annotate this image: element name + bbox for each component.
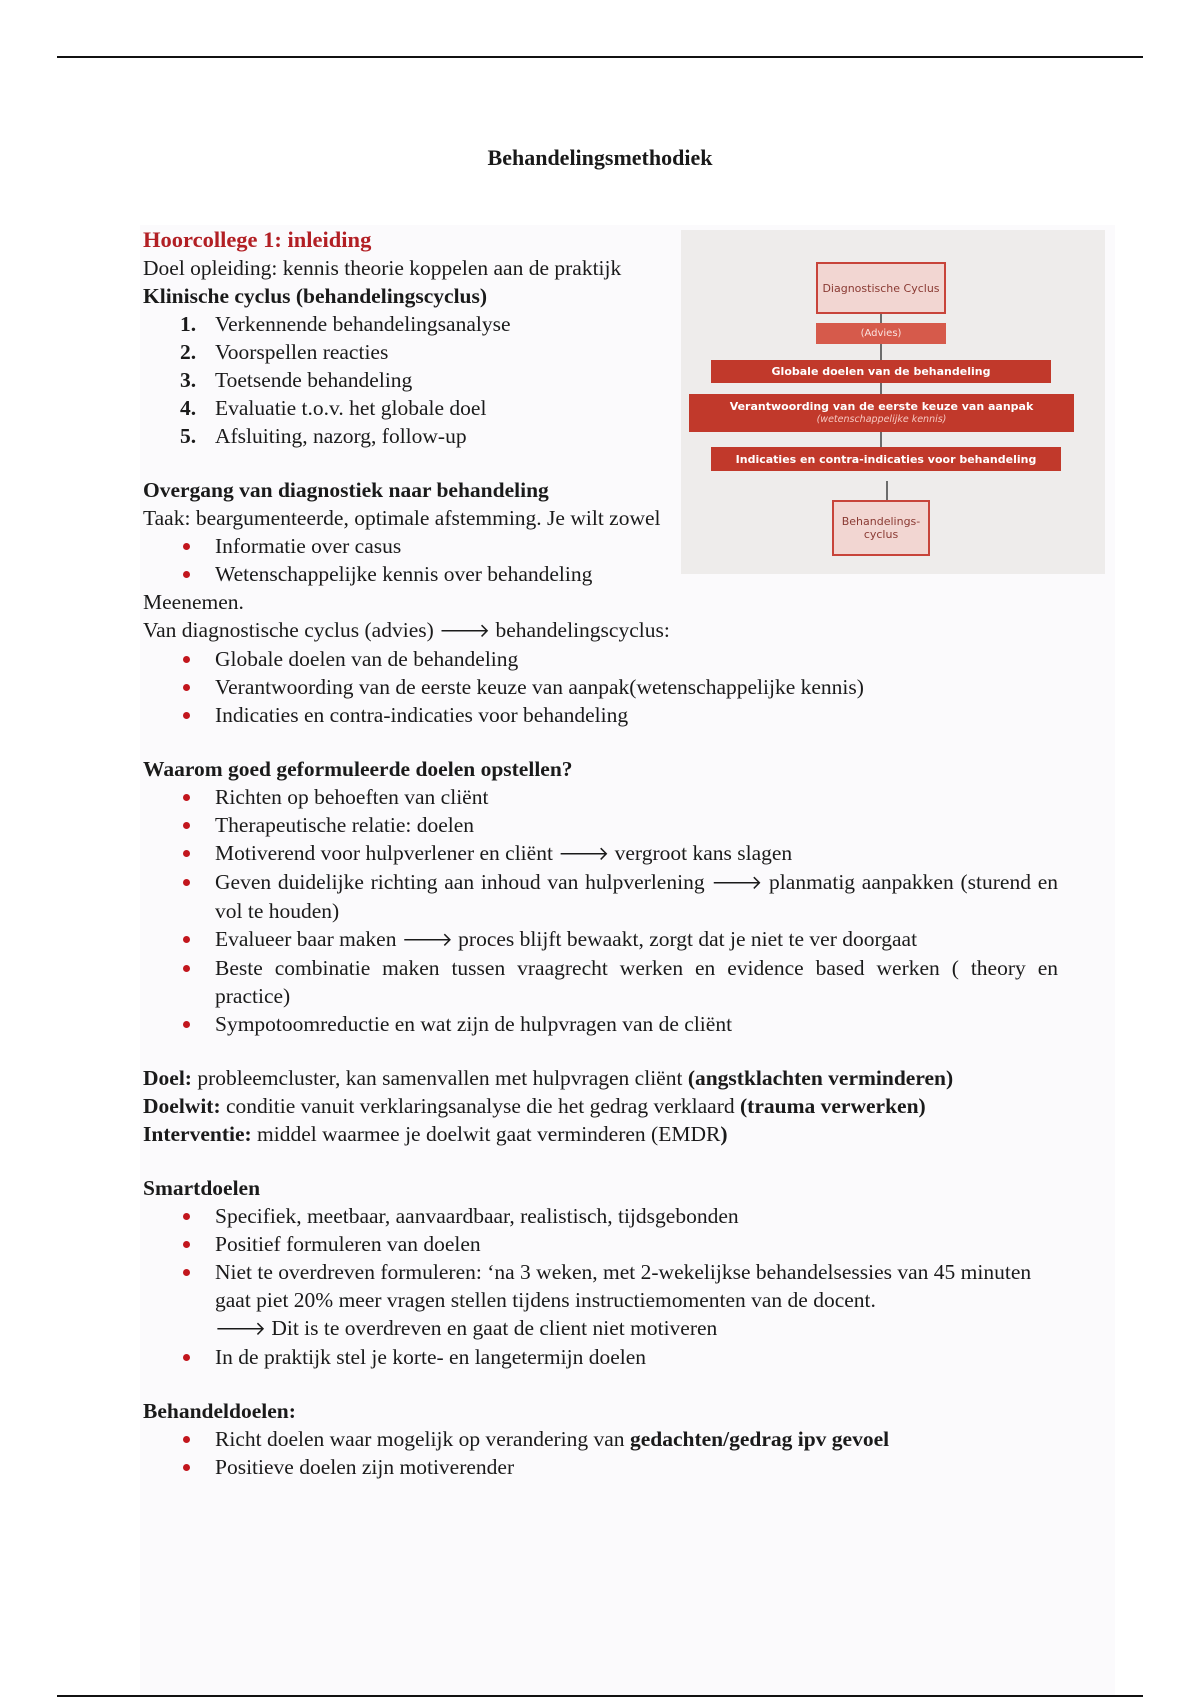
right-arrow-icon: 🡒 bbox=[215, 1318, 266, 1340]
list-item bbox=[143, 1425, 1058, 1453]
header-rule bbox=[57, 56, 1143, 58]
definition-example: (angstklachten verminderen) bbox=[687, 1066, 954, 1090]
list-item bbox=[143, 532, 1058, 560]
text-part: Richt doelen waar mogelijk op verandering van bbox=[215, 1427, 630, 1451]
text-part: proces blijft bewaakt, zorgt dat je niet te ver doorgaat bbox=[452, 927, 918, 951]
right-arrow-icon: 🡒 bbox=[439, 620, 491, 642]
right-arrow-icon: 🡒 bbox=[558, 843, 610, 865]
bullet-icon bbox=[183, 571, 190, 578]
text-part: Motiverend voor hulpverlener en cliënt bbox=[215, 841, 559, 865]
definition-target bbox=[143, 1092, 1058, 1120]
list-item bbox=[143, 811, 1058, 839]
definition-text: middel waarmee je doelwit gaat verminderen (EMDR bbox=[251, 1122, 721, 1146]
diagram-justification-label: Verantwoording van de eerste keuze van aanpak bbox=[729, 400, 1034, 413]
bullet-icon bbox=[183, 794, 190, 801]
list-item bbox=[143, 839, 1058, 868]
bullet-icon bbox=[183, 656, 190, 663]
take-along-text: Meenemen. bbox=[143, 590, 244, 614]
page-title: Behandelingsmethodiek bbox=[487, 145, 713, 170]
list-item bbox=[143, 1453, 1058, 1481]
diagram-advice-box: (Advies) bbox=[816, 323, 946, 344]
smart-list bbox=[143, 1202, 1058, 1371]
to-text: behandelingscyclus: bbox=[490, 618, 670, 642]
transition-heading: Overgang van diagnostiek naar behandeling bbox=[143, 478, 549, 502]
list-item-text: Globale doelen van de behandeling bbox=[215, 647, 519, 671]
text-part-bold: gedachten/gedrag ipv gevoel bbox=[629, 1427, 890, 1451]
list-number: 1. bbox=[180, 312, 197, 336]
footer-rule bbox=[57, 1695, 1143, 1697]
list-item bbox=[143, 310, 663, 338]
text-part: Niet te overdreven formuleren: ‘na 3 weken, met 2-wekelijkse behandelsessies van 45 minuten gaat piet 20% meer vragen stellen tijdens instructiemomenten van de docent. bbox=[215, 1260, 1032, 1312]
lecture-heading: Hoorcollege 1: inleiding bbox=[143, 227, 372, 252]
definition-text: probleemcluster, kan samenvallen met hulpvragen cliënt bbox=[191, 1066, 688, 1090]
text-part: vergroot kans slagen bbox=[609, 841, 793, 865]
list-item bbox=[143, 783, 1058, 811]
bullet-icon bbox=[183, 1241, 190, 1248]
list-item bbox=[143, 1258, 1058, 1343]
text-part: planmatig aanpakken (sturend en vol te houden) bbox=[215, 870, 1058, 923]
list-item-text: Informatie over casus bbox=[215, 534, 402, 558]
document-body bbox=[143, 226, 1058, 1481]
definition-example: (trauma verwerken) bbox=[740, 1094, 926, 1118]
list-item-text: Positieve doelen zijn motiverender bbox=[215, 1455, 515, 1479]
list-item-text: In de praktijk stel je korte- en langetermijn doelen bbox=[215, 1345, 647, 1369]
intro-section bbox=[143, 226, 663, 532]
list-item-text: Beste combinatie maken tussen vraagrecht werken en evidence based werken ( theory en practice) bbox=[215, 956, 1058, 1008]
list-item-text: Voorspellen reacties bbox=[215, 340, 389, 364]
list-item-text: Evaluatie t.o.v. het globale doel bbox=[215, 396, 487, 420]
list-item bbox=[143, 422, 663, 450]
list-number: 2. bbox=[180, 340, 197, 364]
definition-intervention bbox=[143, 1120, 1058, 1148]
diagram-diagnostic-cycle-box: Diagnostische Cyclus bbox=[816, 262, 946, 314]
bullet-icon bbox=[183, 965, 190, 972]
list-item bbox=[143, 645, 1058, 673]
list-item bbox=[143, 1230, 1058, 1258]
intro-text: Doel opleiding: kennis theorie koppelen aan de praktijk bbox=[143, 256, 622, 280]
diagram-treatment-cycle-box: Behandelings-cyclus bbox=[832, 500, 930, 556]
list-item-text: Therapeutische relatie: doelen bbox=[215, 813, 475, 837]
why-goals-list bbox=[143, 783, 1058, 1038]
list-item-text: Positief formuleren van doelen bbox=[215, 1232, 481, 1256]
bullet-icon bbox=[183, 1464, 190, 1471]
list-item bbox=[143, 701, 1058, 729]
list-number: 3. bbox=[180, 368, 197, 392]
list-item-text: Afsluiting, nazorg, follow-up bbox=[215, 424, 467, 448]
treatment-goals-list bbox=[143, 1425, 1058, 1481]
list-item-text: Richten op behoeften van cliënt bbox=[215, 785, 489, 809]
definition-text: conditie vanuit verklaringsanalyse die het gedrag verklaard bbox=[220, 1094, 741, 1118]
list-item-text: Sympotoomreductie en wat zijn de hulpvragen van de cliënt bbox=[215, 1012, 733, 1036]
bullet-icon bbox=[183, 1021, 190, 1028]
list-item bbox=[143, 1343, 1058, 1371]
bullet-icon bbox=[183, 1436, 190, 1443]
text-part: Dit is te overdreven en gaat de client niet motiveren bbox=[265, 1316, 718, 1340]
list-item bbox=[143, 394, 663, 422]
list-item-text bbox=[215, 1258, 1058, 1343]
list-number: 4. bbox=[180, 396, 197, 420]
transition-list-a bbox=[143, 532, 1058, 588]
transition-task-text: Taak: beargumenteerde, optimale afstemming. Je wilt zowel bbox=[143, 506, 661, 530]
list-item-text: Wetenschappelijke kennis over behandeling bbox=[215, 562, 593, 586]
diagram-indications-box: Indicaties en contra-indicaties voor behandeling bbox=[711, 447, 1061, 471]
clinical-cycle-heading: Klinische cyclus (behandelingscyclus) bbox=[143, 284, 488, 308]
list-item bbox=[143, 673, 1058, 701]
list-item-text: Indicaties en contra-indicaties voor behandeling bbox=[215, 703, 629, 727]
bullet-icon bbox=[183, 1269, 190, 1276]
list-item bbox=[143, 868, 1058, 925]
right-arrow-icon: 🡒 bbox=[711, 872, 763, 894]
list-item bbox=[143, 954, 1058, 1010]
bullet-icon bbox=[183, 543, 190, 550]
list-item-text bbox=[215, 839, 1058, 868]
bullet-icon bbox=[183, 1354, 190, 1361]
from-text: Van diagnostische cyclus (advies) bbox=[143, 618, 440, 642]
definition-label: Interventie: bbox=[143, 1122, 252, 1146]
diagram-justification-sublabel: (wetenschappelijke kennis) bbox=[816, 414, 947, 425]
smart-heading: Smartdoelen bbox=[143, 1176, 261, 1200]
definition-label: Doelwit: bbox=[143, 1094, 221, 1118]
list-item-text: Toetsende behandeling bbox=[215, 368, 413, 392]
bullet-icon bbox=[183, 712, 190, 719]
bullet-icon bbox=[183, 936, 190, 943]
bullet-icon bbox=[183, 850, 190, 857]
definition-goal bbox=[143, 1064, 1058, 1092]
text-part: Geven duidelijke richting aan inhoud van hulpverlening bbox=[215, 870, 712, 894]
why-goals-heading: Waarom goed geformuleerde doelen opstellen? bbox=[143, 757, 573, 781]
from-to-line bbox=[143, 616, 1058, 645]
list-item bbox=[143, 366, 663, 394]
list-item bbox=[143, 1010, 1058, 1038]
treatment-goals-heading: Behandeldoelen: bbox=[143, 1399, 296, 1423]
list-item-text: Specifiek, meetbaar, aanvaardbaar, realistisch, tijdsgebonden bbox=[215, 1204, 739, 1228]
list-item bbox=[143, 560, 1058, 588]
bullet-icon bbox=[183, 1213, 190, 1220]
list-number: 5. bbox=[180, 424, 197, 448]
list-item-text bbox=[215, 868, 1058, 925]
list-item-text: Verantwoording van de eerste keuze van aanpak(wetenschappelijke kennis) bbox=[215, 675, 864, 699]
list-item bbox=[143, 338, 663, 366]
text-part: Evalueer baar maken bbox=[215, 927, 402, 951]
definition-close: ) bbox=[720, 1122, 728, 1146]
list-item bbox=[143, 1202, 1058, 1230]
list-item-text: Verkennende behandelingsanalyse bbox=[215, 312, 511, 336]
right-arrow-icon: 🡒 bbox=[401, 929, 453, 951]
list-item-text bbox=[215, 1425, 1058, 1453]
clinical-cycle-list bbox=[143, 310, 663, 450]
bullet-icon bbox=[183, 822, 190, 829]
list-item-text bbox=[215, 925, 1058, 954]
transition-list-b bbox=[143, 645, 1058, 729]
diagram-global-goals-box: Globale doelen van de behandeling bbox=[711, 360, 1051, 383]
bullet-icon bbox=[183, 684, 190, 691]
bullet-icon bbox=[183, 879, 190, 886]
definition-label: Doel: bbox=[143, 1066, 192, 1090]
list-item bbox=[143, 925, 1058, 954]
